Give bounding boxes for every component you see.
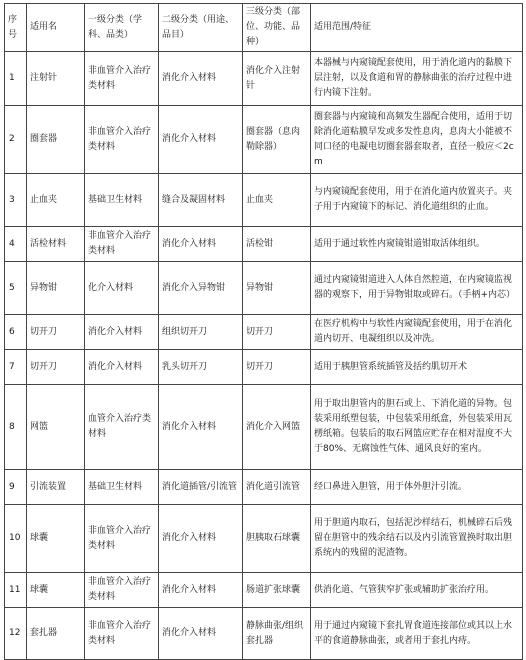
cell-index: 7: [5, 350, 27, 385]
cell-level3: 切开刀: [243, 350, 311, 385]
cell-name: 切开刀: [27, 315, 85, 350]
cell-level1: 消化介入材料: [85, 350, 159, 385]
cell-level1: 非血管介入治疗类材料: [85, 106, 159, 174]
table-row: [5, 573, 523, 608]
cell-level3: 消化介入网篮: [243, 385, 311, 470]
cell-level3: 消化介入注射针: [243, 52, 311, 106]
table-row: [5, 608, 523, 660]
cell-index: 5: [5, 262, 27, 315]
cell-name: 活检材料: [27, 227, 85, 262]
header-level3: 三级分类（部位、功能、品种）: [243, 4, 311, 52]
cell-scope: 圈套器与内窥镜和高频发生器配合使用，适用于切除消化道粘膜早发或多发性息肉，息肉大小能被不同口径的电凝电切圈套器套取者，直径一般应＜2cm: [311, 106, 523, 174]
table-row: [5, 470, 523, 505]
cell-level3: 消化道引流管: [243, 470, 311, 505]
cell-scope: 在医疗机构中与软性内窥镜配套使用，用于在消化道内切开、电凝组织以及冲洗。: [311, 315, 523, 350]
cell-level2: 缝合及凝固材料: [159, 174, 243, 227]
cell-level1: 非血管介入治疗类材料: [85, 52, 159, 106]
cell-level2: 消化介入材料: [159, 227, 243, 262]
cell-level3: 切开刀: [243, 315, 311, 350]
header-level2: 二级分类（用途、品目）: [159, 4, 243, 52]
cell-index: 10: [5, 505, 27, 573]
cell-level2: 消化介入材料: [159, 573, 243, 608]
cell-name: 网篮: [27, 385, 85, 470]
cell-scope: 用于胆道内取石，包括泥沙样结石，机械碎石后残留在胆管中的残余结石以及内引流管置换时取出胆系统内的残留的泥渣物。: [311, 505, 523, 573]
cell-level3: 活检钳: [243, 227, 311, 262]
cell-name: 切开刀: [27, 350, 85, 385]
cell-level1: 非血管介入治疗类材料: [85, 573, 159, 608]
cell-index: 8: [5, 385, 27, 470]
header-scope: 适用范围/特征: [311, 4, 523, 52]
cell-index: 2: [5, 106, 27, 174]
table-row: [5, 505, 523, 573]
cell-scope: 供消化道、气管狭窄扩张或辅助扩张治疗用。: [311, 573, 523, 608]
cell-level1: 非血管介入治疗类材料: [85, 227, 159, 262]
cell-name: 球囊: [27, 573, 85, 608]
cell-level1: 化介入材料: [85, 262, 159, 315]
cell-level3: 异物钳: [243, 262, 311, 315]
cell-scope: 适用于通过软性内窥镜钳道钳取活体组织。: [311, 227, 523, 262]
cell-index: 4: [5, 227, 27, 262]
cell-scope: 本器械与内窥镜配套使用，用于消化道内的黏膜下层注射，以及食道和胃的静脉曲张的治疗过程中进行内镜下注射。: [311, 52, 523, 106]
table-row: [5, 106, 523, 174]
cell-level2: 消化介入材料: [159, 385, 243, 470]
cell-level2: 消化介入材料: [159, 52, 243, 106]
cell-scope: 用于取出胆管内的胆石或上、下消化道的异物。包装采用纸塑包装，中包装采用纸盒，外包装采用瓦楞纸箱。包装后的取石网篮应贮存在相对湿度不大于80%、无腐蚀性气体、通风良好的室内。: [311, 385, 523, 470]
cell-index: 12: [5, 608, 27, 660]
cell-level3: 肠道扩张球囊: [243, 573, 311, 608]
table-row: [5, 52, 523, 106]
table-row: [5, 385, 523, 470]
cell-level1: 非血管介入治疗类材料: [85, 608, 159, 660]
cell-level2: 消化介入材料: [159, 106, 243, 174]
header-index: 序号: [5, 4, 27, 52]
cell-index: 1: [5, 52, 27, 106]
cell-level3: 圈套器（息肉勒除器）: [243, 106, 311, 174]
cell-level1: 非血管介入治疗类材料: [85, 505, 159, 573]
table-row: [5, 315, 523, 350]
cell-level1: 消化介入材料: [85, 315, 159, 350]
cell-scope: 经口鼻进入胆管，用于体外胆汁引流。: [311, 470, 523, 505]
cell-scope: 通过内窥镜钳道进入人体自然腔道，在内窥镜监视器的观察下，用于异物钳取或碎石。（手柄+内芯）: [311, 262, 523, 315]
cell-name: 引流装置: [27, 470, 85, 505]
cell-index: 9: [5, 470, 27, 505]
cell-index: 3: [5, 174, 27, 227]
cell-index: 11: [5, 573, 27, 608]
cell-name: 球囊: [27, 505, 85, 573]
cell-level2: 消化介入材料: [159, 608, 243, 660]
cell-level3: 胆胰取石球囊: [243, 505, 311, 573]
cell-level2: 消化道插管/引流管: [159, 470, 243, 505]
cell-scope: 与内窥镜配套使用，用于在消化道内放置夹子。夹子用于内窥镜下的标记、消化道组织的止血。: [311, 174, 523, 227]
header-level1: 一级分类（学科、品类）: [85, 4, 159, 52]
cell-name: 圈套器: [27, 106, 85, 174]
cell-name: 注射针: [27, 52, 85, 106]
classification-table: [4, 3, 523, 660]
cell-index: 6: [5, 315, 27, 350]
cell-scope: 适用于胰胆管系统插管及括约肌切开术: [311, 350, 523, 385]
table-row: [5, 350, 523, 385]
cell-level2: 组织切开刀: [159, 315, 243, 350]
cell-level2: 乳头切开刀: [159, 350, 243, 385]
cell-level1: 基础卫生材料: [85, 470, 159, 505]
document-page: [4, 3, 522, 646]
cell-level3: 静脉曲张/组织套扎器: [243, 608, 311, 660]
cell-level2: 消化介入异物钳: [159, 262, 243, 315]
cell-name: 异物钳: [27, 262, 85, 315]
table-row: [5, 174, 523, 227]
cell-name: 套扎器: [27, 608, 85, 660]
cell-level1: 基础卫生材料: [85, 174, 159, 227]
table-row: [5, 227, 523, 262]
header-name: 适用名: [27, 4, 85, 52]
cell-scope: 用于通过内窥镜下套扎胃食道连接部位或其以上水平的食道静脉曲张，或者用于套扎内痔。: [311, 608, 523, 660]
cell-level2: 消化介入材料: [159, 505, 243, 573]
cell-name: 止血夹: [27, 174, 85, 227]
table-row: [5, 262, 523, 315]
header-row: [5, 4, 523, 52]
cell-level3: 止血夹: [243, 174, 311, 227]
cell-level1: 血管介入治疗类材料: [85, 385, 159, 470]
